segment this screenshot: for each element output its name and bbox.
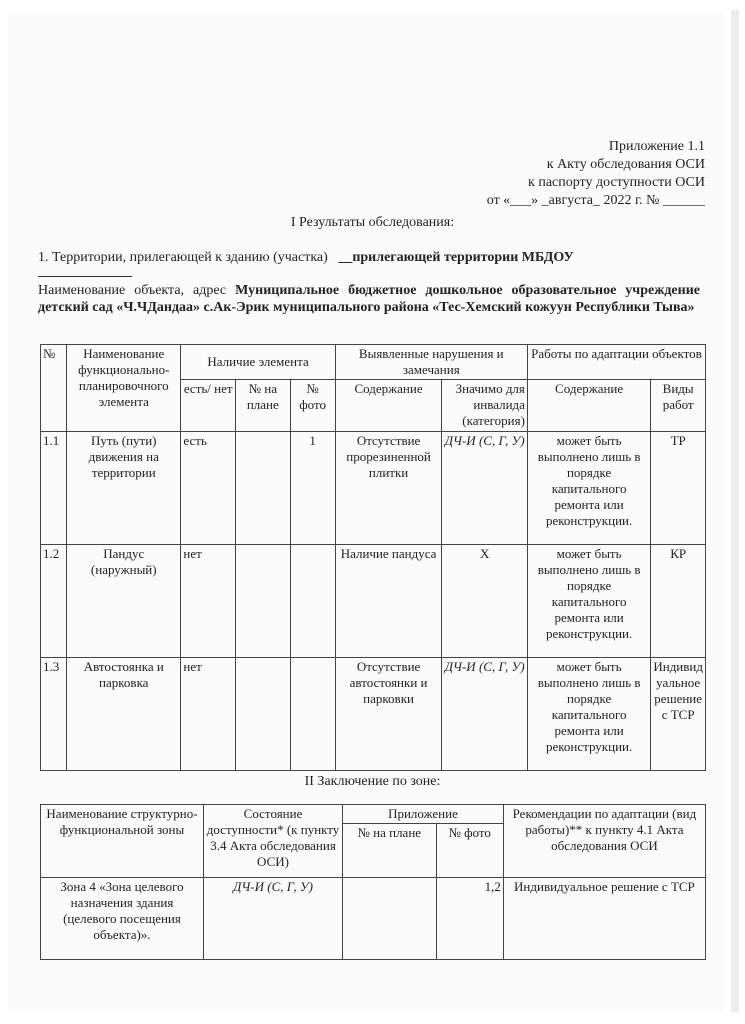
cell-content: Отсутствие автостоянки и парковки (335, 658, 442, 771)
cell-photo: 1 (290, 432, 335, 545)
appendix-header (487, 138, 705, 210)
cell-zone: Зона 4 «Зона целевого назначения здания (целевого посещения объекта)». (41, 878, 204, 960)
cell-type: Индивидуальное решение с ТСР (651, 658, 706, 771)
cell-recommend: Индивидуальное решение с ТСР (503, 878, 705, 960)
appendix-line-1: Приложение 1.1 (608, 139, 705, 154)
underline-rule (38, 276, 132, 277)
cell-plan (343, 878, 436, 960)
cell-type: ТР (651, 432, 706, 545)
section1-title: I Результаты обследования: (290, 215, 455, 230)
cell-photo: 1,2 (436, 878, 503, 960)
cell-plan (236, 432, 291, 545)
section2-title: II Заключение по зоне: (304, 774, 441, 789)
conclusion-table (40, 804, 706, 960)
appendix-line-3: к паспорту доступности ОСИ (528, 175, 705, 190)
th-violations: Выявленные нарушения и замечания (335, 345, 527, 380)
th-appendix: Приложение (343, 805, 504, 824)
results-table (40, 344, 706, 771)
cell-content: Наличие пандуса (335, 545, 442, 658)
cell-photo (290, 658, 335, 771)
object-value: Муниципальное бюджетное дошкольное образовательное учреждение детский сад «Ч.ЧДандаа» с.Ак-Эрик муниципального района «Тес-Хемский кожуун Республики Тыва» (38, 283, 700, 315)
th-plan-no: № на плане (236, 380, 291, 432)
territory-line (38, 250, 574, 266)
appendix-line-2: к Акту обследования ОСИ (546, 157, 705, 172)
cell-photo (290, 545, 335, 658)
object-label: Наименование объекта, адрес (38, 283, 236, 298)
th-significant: Значимо для инвалида (категория) (442, 380, 527, 432)
th-state: Состояние доступности* (к пункту 3.4 Акта обследования ОСИ) (203, 805, 342, 878)
cell-category: ДЧ-И (С, Г, У) (442, 658, 527, 771)
th-exists: есть/ нет (181, 380, 236, 432)
th-work-type: Виды работ (651, 380, 706, 432)
cell-exists: нет (181, 658, 236, 771)
cell-name: Путь (пути) движения на территории (67, 432, 181, 545)
cell-work: может быть выполнено лишь в порядке капитального ремонта или реконструкции. (527, 658, 650, 771)
th-content: Содержание (335, 380, 442, 432)
table-row (41, 432, 706, 545)
th-name: Наименование функционально-планировочного элемента (67, 345, 181, 432)
th-num: № (41, 345, 67, 432)
object-name (38, 282, 700, 316)
table-row (41, 658, 706, 771)
cell-state: ДЧ-И (С, Г, У) (203, 878, 342, 960)
th-works: Работы по адаптации объектов (527, 345, 705, 380)
territory-label: 1. Территории, прилегающей к зданию (участка) (38, 250, 328, 265)
cell-type: КР (651, 545, 706, 658)
th-work-content: Содержание (527, 380, 650, 432)
th-plan-no: № на плане (343, 824, 436, 878)
cell-plan (236, 545, 291, 658)
cell-work: может быть выполнено лишь в порядке капитального ремонта или реконструкции. (527, 432, 650, 545)
cell-name: Автостоянка и парковка (67, 658, 181, 771)
cell-num: 1.1 (41, 432, 67, 545)
th-photo-no: № фото (290, 380, 335, 432)
cell-num: 1.3 (41, 658, 67, 771)
cell-category: Х (442, 545, 527, 658)
th-recommend: Рекомендации по адаптации (вид работы)** к пункту 4.1 Акта обследования ОСИ (503, 805, 705, 878)
th-presence: Наличие элемента (181, 345, 335, 380)
cell-work: может быть выполнено лишь в порядке капитального ремонта или реконструкции. (527, 545, 650, 658)
th-photo-no: № фото (436, 824, 503, 878)
cell-exists: есть (181, 432, 236, 545)
cell-plan (236, 658, 291, 771)
cell-category: ДЧ-И (С, Г, У) (442, 432, 527, 545)
cell-exists: нет (181, 545, 236, 658)
table-row (41, 878, 706, 960)
table-row (41, 545, 706, 658)
cell-content: Отсутствие прорезиненной плитки (335, 432, 442, 545)
territory-value: __прилегающей территории МБДОУ (338, 250, 574, 265)
cell-name: Пандус (наружный) (67, 545, 181, 658)
th-zone: Наименование структурно-функциональной зоны (41, 805, 204, 878)
page-edge (731, 10, 739, 1012)
cell-num: 1.2 (41, 545, 67, 658)
appendix-line-4: от «___» _августа_ 2022 г. № ______ (486, 193, 705, 208)
